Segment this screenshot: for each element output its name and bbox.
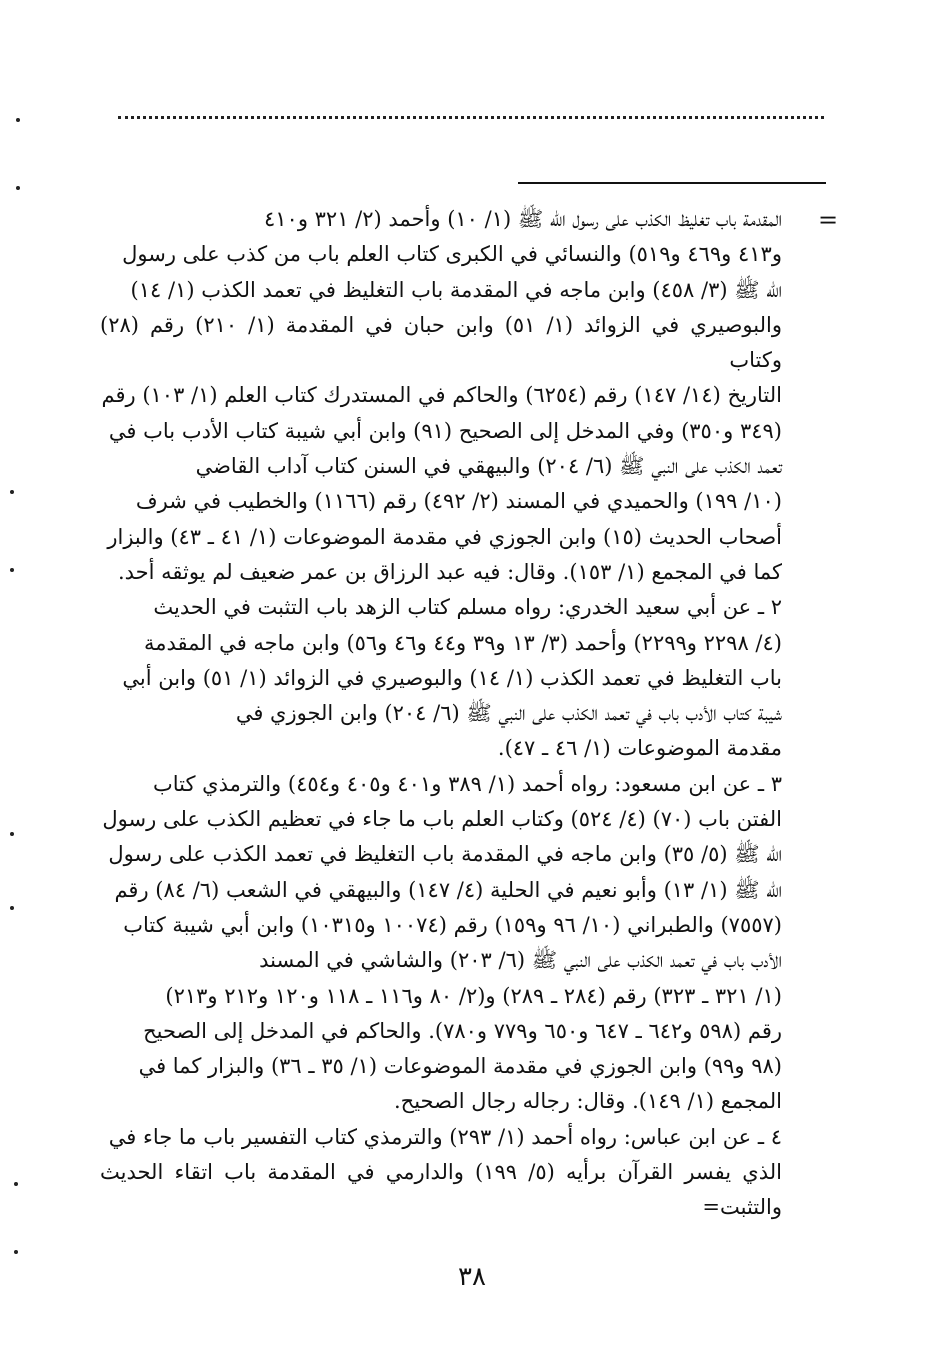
margin-speck (14, 1182, 18, 1186)
paragraph-3 (100, 767, 782, 1120)
text-line: الله ﷺ (٥/ ٣٥) وابن ماجه في المقدمة باب التغليظ في تعمد الكذب على رسول (108, 842, 782, 867)
text-line: الأدب باب في تعمد الكذب على النبي ﷺ (٦/ ٢٠٣) والشاشي في المسند (259, 948, 782, 973)
text-line: تعمد الكذب على النبي ﷺ (٦/ ٢٠٤) والبيهقي في السنن كتاب آداب القاضي (195, 454, 782, 479)
margin-speck (16, 186, 20, 190)
continuation-mark: = (818, 206, 839, 234)
text-line: ٣ ـ عن ابن مسعود: رواه أحمد (١/ ٣٨٩ و٤٠١ و٤٠٥ و٤٥٤) والترمذي كتاب (153, 771, 782, 796)
footnote-text (100, 202, 782, 1226)
text-line: (١/ ٣٢١ ـ ٣٢٣) رقم (٢٨٤ ـ ٢٨٩) و(٢/ ٨٠ و١١٦ ـ ١١٨ و١٢٠ و٢١٢ و٢١٣) (165, 983, 782, 1008)
text-line: (٩٨ و٩٩) وابن الجوزي في مقدمة الموضوعات (١/ ٣٥ ـ ٣٦) والبزار كما في (138, 1054, 782, 1079)
margin-speck (16, 118, 20, 122)
text-line: و٤١٣ و٤٦٩ و٥١٩) والنسائي في الكبرى كتاب العلم باب من كذب على رسول (122, 242, 782, 267)
text-line: ٤ ـ عن ابن عباس: رواه أحمد (١/ ٢٩٣) والترمذي كتاب التفسير باب ما جاء في (108, 1124, 782, 1149)
text-line: الله ﷺ (١/ ١٣) وأبو نعيم في الحلية (٤/ ١٤٧) والبيهقي في الشعب (٦/ ٨٤) رقم (114, 877, 782, 902)
page-number: ٣٨ (458, 1262, 486, 1292)
footnote-rule (518, 182, 826, 184)
text-line: الذي يفسر القرآن برأيه (٥/ ١٩٩) والدارمي في المقدمة باب اتقاء الحديث والتثبت= (100, 1160, 782, 1220)
text-line: شيبة كتاب الأدب باب في تعمد الكذب على النبي ﷺ (٦/ ٢٠٤) وابن الجوزي في (235, 701, 782, 726)
text-line: التاريخ (١٤/ ١٤٧) رقم (٦٢٥٤) والحاكم في المستدرك كتاب العلم (١/ ١٠٣) رقم (101, 383, 782, 408)
text-line: الله ﷺ (٣/ ٤٥٨) وابن ماجه في المقدمة باب التغليظ في تعمد الكذب (١/ ١٤) (130, 277, 782, 302)
text-line: كما في المجمع (١/ ١٥٣). وقال: فيه عبد الرزاق بن عمر ضعيف لم يوثقه أحد. (117, 559, 782, 584)
text-line: أصحاب الحديث (١٥) وابن الجوزي في مقدمة الموضوعات (١/ ٤١ ـ ٤٣) والبزار (107, 524, 782, 549)
text-line: (٤/ ٢٢٩٨ و٢٢٩٩) وأحمد (٣/ ١٣ و٣٩ و٤٤ و٤٦ و٥٦) وابن ماجه في المقدمة (143, 630, 782, 655)
text-line: الفتن باب (٧٠) (٤/ ٥٢٤) وكتاب العلم باب ما جاء في تعظيم الكذب على رسول (102, 807, 782, 832)
text-line: مقدمة الموضوعات (١/ ٤٦ ـ ٤٧). (497, 736, 782, 761)
text-line: (٣٤٩ و٣٥٠) وفي المدخل إلى الصحيح (٩١) وابن أبي شيبة كتاب الأدب باب في (108, 418, 782, 443)
text-line: المقدمة باب تغليظ الكذب على رسول الله ﷺ (١/ ١٠) وأحمد (٢/ ٣٢١ و٤١٠ (263, 207, 782, 231)
text-line: والبوصيري في الزوائد (١/ ٥١) وابن حبان في المقدمة (١/ ٢١٠) رقم (٢٨) وكتاب (100, 312, 782, 373)
paragraph-4 (100, 1120, 782, 1226)
text-line: (١٠/ ١٩٩) والحميدي في المسند (٢/ ٤٩٢) رقم (١١٦٦) والخطيب في شرف (135, 489, 782, 514)
text-line: ٢ ـ عن أبي سعيد الخدري: رواه مسلم كتاب الزهد باب التثبت في الحديث (153, 595, 782, 620)
paragraph-1 (100, 202, 782, 590)
margin-speck (10, 906, 14, 910)
text-line: المجمع (١/ ١٤٩). وقال: رجاله رجال الصحيح. (393, 1089, 782, 1114)
margin-speck (14, 1250, 18, 1254)
margin-speck (10, 832, 14, 836)
margin-speck (10, 568, 14, 572)
paragraph-2 (100, 590, 782, 766)
dotted-separator (118, 116, 824, 119)
margin-speck (10, 490, 14, 494)
text-line: (٧٥٥٧) والطبراني (١٠/ ٩٦ و١٥٩) رقم (١٠٠٧٤ و١٠٣١٥) وابن أبي شيبة كتاب (123, 912, 782, 937)
text-line: رقم (٥٩٨ و٦٤٢ ـ ٦٤٧ و٦٥٠ و٧٧٩ و٧٨٠). والحاكم في المدخل إلى الصحيح (143, 1018, 782, 1043)
text-line: باب التغليظ في تعمد الكذب (١/ ١٤) والبوصيري في الزوائد (١/ ٥١) وابن أبي (122, 665, 782, 690)
